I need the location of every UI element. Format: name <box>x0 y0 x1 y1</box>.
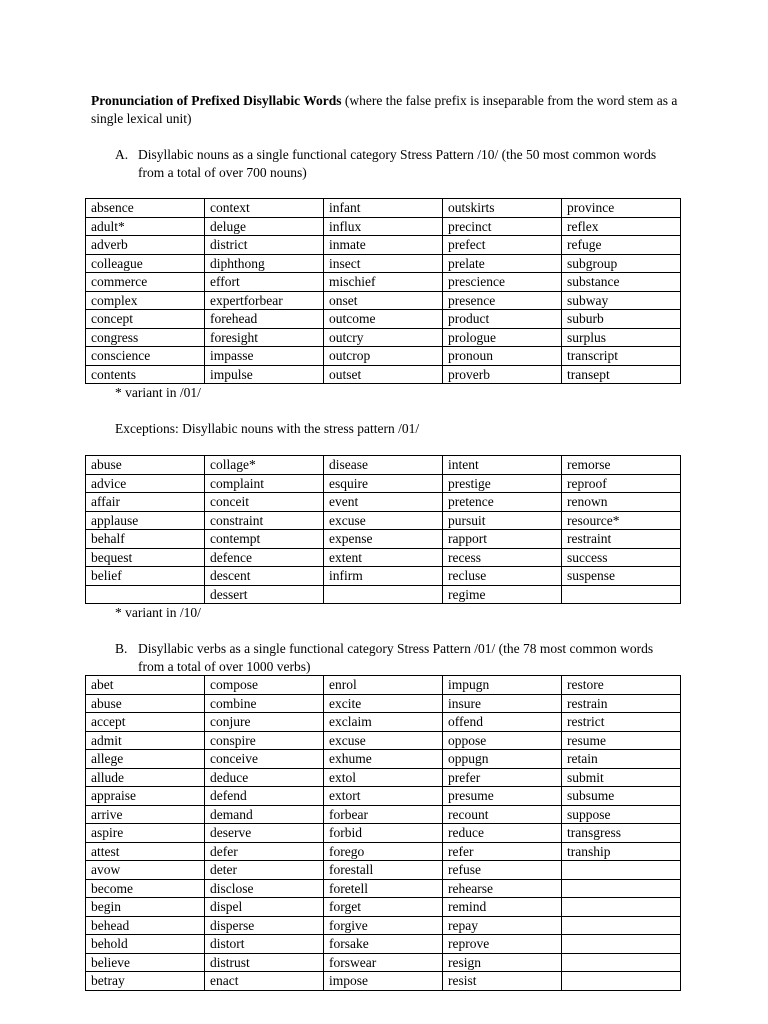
table-row <box>86 953 681 972</box>
table-cell: constraint <box>205 511 324 530</box>
table-cell: extort <box>324 787 443 806</box>
table-row <box>86 916 681 935</box>
table-cell: conceit <box>205 493 324 512</box>
table-cell <box>562 861 681 880</box>
table-cell: rapport <box>443 530 562 549</box>
table-cell: retain <box>562 750 681 769</box>
table-cell: refer <box>443 842 562 861</box>
table-cell: prologue <box>443 328 562 347</box>
table-cell: adverb <box>86 236 205 255</box>
table-cell: disperse <box>205 916 324 935</box>
table-cell: absence <box>86 199 205 218</box>
table-cell: offend <box>443 713 562 732</box>
table-row <box>86 567 681 586</box>
table-cell: forgive <box>324 916 443 935</box>
table-cell <box>562 916 681 935</box>
table-cell: contempt <box>205 530 324 549</box>
table-cell: refuse <box>443 861 562 880</box>
table-cell: distort <box>205 935 324 954</box>
table-cell: oppugn <box>443 750 562 769</box>
table-cell: insect <box>324 254 443 273</box>
verbs-table <box>85 675 681 991</box>
table-cell: event <box>324 493 443 512</box>
table-cell: inmate <box>324 236 443 255</box>
table-cell <box>562 935 681 954</box>
section-a-letter: A. <box>115 147 129 162</box>
table-row <box>86 676 681 695</box>
table-cell: reflex <box>562 217 681 236</box>
table-cell: prefer <box>443 768 562 787</box>
table-cell: affair <box>86 493 205 512</box>
table-cell: prefect <box>443 236 562 255</box>
table-row <box>86 236 681 255</box>
table-cell: admit <box>86 731 205 750</box>
table-cell: surplus <box>562 328 681 347</box>
table-row <box>86 456 681 475</box>
table-cell: begin <box>86 898 205 917</box>
table-cell: esquire <box>324 474 443 493</box>
table-cell: expense <box>324 530 443 549</box>
table-row <box>86 787 681 806</box>
table-cell: transgress <box>562 824 681 843</box>
table-row <box>86 217 681 236</box>
table-cell: colleague <box>86 254 205 273</box>
table-cell: forsake <box>324 935 443 954</box>
table-cell: reprove <box>443 935 562 954</box>
table-cell: excite <box>324 694 443 713</box>
table-cell: conjure <box>205 713 324 732</box>
table-cell: behead <box>86 916 205 935</box>
table-cell: descent <box>205 567 324 586</box>
table-cell: presume <box>443 787 562 806</box>
table-cell: allege <box>86 750 205 769</box>
table-cell: abuse <box>86 456 205 475</box>
table-cell: foresight <box>205 328 324 347</box>
table-cell: extol <box>324 768 443 787</box>
table-row <box>86 842 681 861</box>
page-heading <box>91 92 681 128</box>
table-cell: resource* <box>562 511 681 530</box>
table-cell: outset <box>324 365 443 384</box>
table-cell: pronoun <box>443 347 562 366</box>
table-row <box>86 254 681 273</box>
table-cell: advice <box>86 474 205 493</box>
table-row <box>86 530 681 549</box>
section-a-text: Disyllabic nouns as a single functional category Stress Pattern /10/ (the 50 most common words from a total of over 700 nouns) <box>138 147 657 180</box>
table-row <box>86 548 681 567</box>
table-cell: congress <box>86 328 205 347</box>
table-cell: submit <box>562 768 681 787</box>
table-cell: exclaim <box>324 713 443 732</box>
table-cell: restrain <box>562 694 681 713</box>
table-row <box>86 694 681 713</box>
table-cell: concept <box>86 310 205 329</box>
table-cell <box>562 972 681 991</box>
table-cell: subgroup <box>562 254 681 273</box>
table-cell: impasse <box>205 347 324 366</box>
table-cell: prescience <box>443 273 562 292</box>
table-cell: suburb <box>562 310 681 329</box>
table-cell: betray <box>86 972 205 991</box>
table-cell: diphthong <box>205 254 324 273</box>
table-cell: recluse <box>443 567 562 586</box>
table-cell: pretence <box>443 493 562 512</box>
table-cell: forbid <box>324 824 443 843</box>
table-cell: foretell <box>324 879 443 898</box>
table-cell: complex <box>86 291 205 310</box>
table-cell: restrict <box>562 713 681 732</box>
table-cell: success <box>562 548 681 567</box>
heading-subtitle: (where the false prefix is inseparable from the word stem as a single lexical unit) <box>91 93 678 126</box>
table-row <box>86 805 681 824</box>
table-cell <box>324 585 443 604</box>
table-cell: defend <box>205 787 324 806</box>
table-cell: suspense <box>562 567 681 586</box>
table-cell: aspire <box>86 824 205 843</box>
table-cell: forestall <box>324 861 443 880</box>
table-cell: applause <box>86 511 205 530</box>
table-cell <box>562 879 681 898</box>
table-row <box>86 731 681 750</box>
table-row <box>86 750 681 769</box>
table-row <box>86 328 681 347</box>
section-a-note: * variant in /01/ <box>115 385 201 400</box>
table-cell: dessert <box>205 585 324 604</box>
section-b-letter: B. <box>115 641 128 656</box>
table-row <box>86 898 681 917</box>
table-cell: behalf <box>86 530 205 549</box>
table-cell: recount <box>443 805 562 824</box>
table-cell: rehearse <box>443 879 562 898</box>
table-cell: remind <box>443 898 562 917</box>
table-cell: resist <box>443 972 562 991</box>
table-cell: proverb <box>443 365 562 384</box>
table-cell: enrol <box>324 676 443 695</box>
table-cell: conscience <box>86 347 205 366</box>
table-cell: behold <box>86 935 205 954</box>
table-cell: suppose <box>562 805 681 824</box>
table-cell: believe <box>86 953 205 972</box>
table-cell: adult* <box>86 217 205 236</box>
table-cell: allude <box>86 768 205 787</box>
section-b-text: Disyllabic verbs as a single functional category Stress Pattern /01/ (the 78 most common words from a total of over 1000 verbs) <box>138 641 654 674</box>
table-row <box>86 768 681 787</box>
table-cell: transcript <box>562 347 681 366</box>
table-cell: outcome <box>324 310 443 329</box>
table-cell: expertforbear <box>205 291 324 310</box>
table-cell: pursuit <box>443 511 562 530</box>
table-cell: intent <box>443 456 562 475</box>
table-row <box>86 585 681 604</box>
table-cell: subsume <box>562 787 681 806</box>
table-cell: refuge <box>562 236 681 255</box>
table-cell: oppose <box>443 731 562 750</box>
exceptions-heading: Exceptions: Disyllabic nouns with the stress pattern /01/ <box>115 421 420 436</box>
table-cell: restore <box>562 676 681 695</box>
section-a-heading <box>115 146 675 182</box>
table-cell: forego <box>324 842 443 861</box>
table-cell: reproof <box>562 474 681 493</box>
table-cell: deluge <box>205 217 324 236</box>
table-cell: restraint <box>562 530 681 549</box>
table-cell: contents <box>86 365 205 384</box>
table-cell: forbear <box>324 805 443 824</box>
table-cell: outcry <box>324 328 443 347</box>
table-row <box>86 347 681 366</box>
table-cell: abet <box>86 676 205 695</box>
table-cell: regime <box>443 585 562 604</box>
table-row <box>86 493 681 512</box>
table-cell: remorse <box>562 456 681 475</box>
table-cell: disease <box>324 456 443 475</box>
table-cell: outcrop <box>324 347 443 366</box>
table-row <box>86 273 681 292</box>
table-cell: impulse <box>205 365 324 384</box>
table-cell: product <box>443 310 562 329</box>
table-cell: complaint <box>205 474 324 493</box>
table-cell: arrive <box>86 805 205 824</box>
table-cell: demand <box>205 805 324 824</box>
table-cell: recess <box>443 548 562 567</box>
table-cell: infant <box>324 199 443 218</box>
table-row <box>86 824 681 843</box>
table-row <box>86 474 681 493</box>
table-cell <box>562 898 681 917</box>
table-cell: tranship <box>562 842 681 861</box>
table-cell: outskirts <box>443 199 562 218</box>
table-cell: collage* <box>205 456 324 475</box>
table-cell: conceive <box>205 750 324 769</box>
table-cell: precinct <box>443 217 562 236</box>
table-cell: influx <box>324 217 443 236</box>
table-row <box>86 511 681 530</box>
table-row <box>86 861 681 880</box>
table-cell <box>562 953 681 972</box>
table-cell: deter <box>205 861 324 880</box>
table-cell: forehead <box>205 310 324 329</box>
table-cell: accept <box>86 713 205 732</box>
table-cell: prestige <box>443 474 562 493</box>
table-cell: combine <box>205 694 324 713</box>
table-cell: extent <box>324 548 443 567</box>
table-cell <box>562 585 681 604</box>
table-cell: belief <box>86 567 205 586</box>
nouns-table <box>85 198 681 384</box>
table-cell: prelate <box>443 254 562 273</box>
table-cell: defer <box>205 842 324 861</box>
table-cell: exhume <box>324 750 443 769</box>
table-row <box>86 365 681 384</box>
table-cell: deduce <box>205 768 324 787</box>
table-row <box>86 310 681 329</box>
table-cell: distrust <box>205 953 324 972</box>
table-cell: context <box>205 199 324 218</box>
table-cell: effort <box>205 273 324 292</box>
table-cell: become <box>86 879 205 898</box>
table-cell: excuse <box>324 511 443 530</box>
table-cell: subway <box>562 291 681 310</box>
table-row <box>86 935 681 954</box>
table-cell: substance <box>562 273 681 292</box>
table-cell: mischief <box>324 273 443 292</box>
table-row <box>86 199 681 218</box>
table-cell: appraise <box>86 787 205 806</box>
table-cell: attest <box>86 842 205 861</box>
table-cell: repay <box>443 916 562 935</box>
table-cell: compose <box>205 676 324 695</box>
table-cell: dispel <box>205 898 324 917</box>
table-cell: conspire <box>205 731 324 750</box>
table-cell: transept <box>562 365 681 384</box>
table-cell: presence <box>443 291 562 310</box>
table-cell: renown <box>562 493 681 512</box>
heading-bold-title: Pronunciation of Prefixed Disyllabic Words <box>91 93 342 108</box>
table-cell: onset <box>324 291 443 310</box>
section-b-heading <box>115 640 675 676</box>
table-cell: abuse <box>86 694 205 713</box>
exceptions-table <box>85 455 681 604</box>
table-cell: impugn <box>443 676 562 695</box>
table-cell: forget <box>324 898 443 917</box>
table-row <box>86 291 681 310</box>
table-cell: excuse <box>324 731 443 750</box>
table-cell: insure <box>443 694 562 713</box>
table-cell <box>86 585 205 604</box>
table-row <box>86 879 681 898</box>
table-cell: deserve <box>205 824 324 843</box>
table-cell: impose <box>324 972 443 991</box>
table-cell: defence <box>205 548 324 567</box>
table-cell: province <box>562 199 681 218</box>
table-cell: commerce <box>86 273 205 292</box>
table-row <box>86 713 681 732</box>
table-cell: resign <box>443 953 562 972</box>
table-cell: infirm <box>324 567 443 586</box>
table-cell: disclose <box>205 879 324 898</box>
table-cell: district <box>205 236 324 255</box>
table-cell: reduce <box>443 824 562 843</box>
table-cell: bequest <box>86 548 205 567</box>
table-cell: enact <box>205 972 324 991</box>
exceptions-note: * variant in /10/ <box>115 605 201 620</box>
table-cell: forswear <box>324 953 443 972</box>
table-row <box>86 972 681 991</box>
table-cell: resume <box>562 731 681 750</box>
table-cell: avow <box>86 861 205 880</box>
